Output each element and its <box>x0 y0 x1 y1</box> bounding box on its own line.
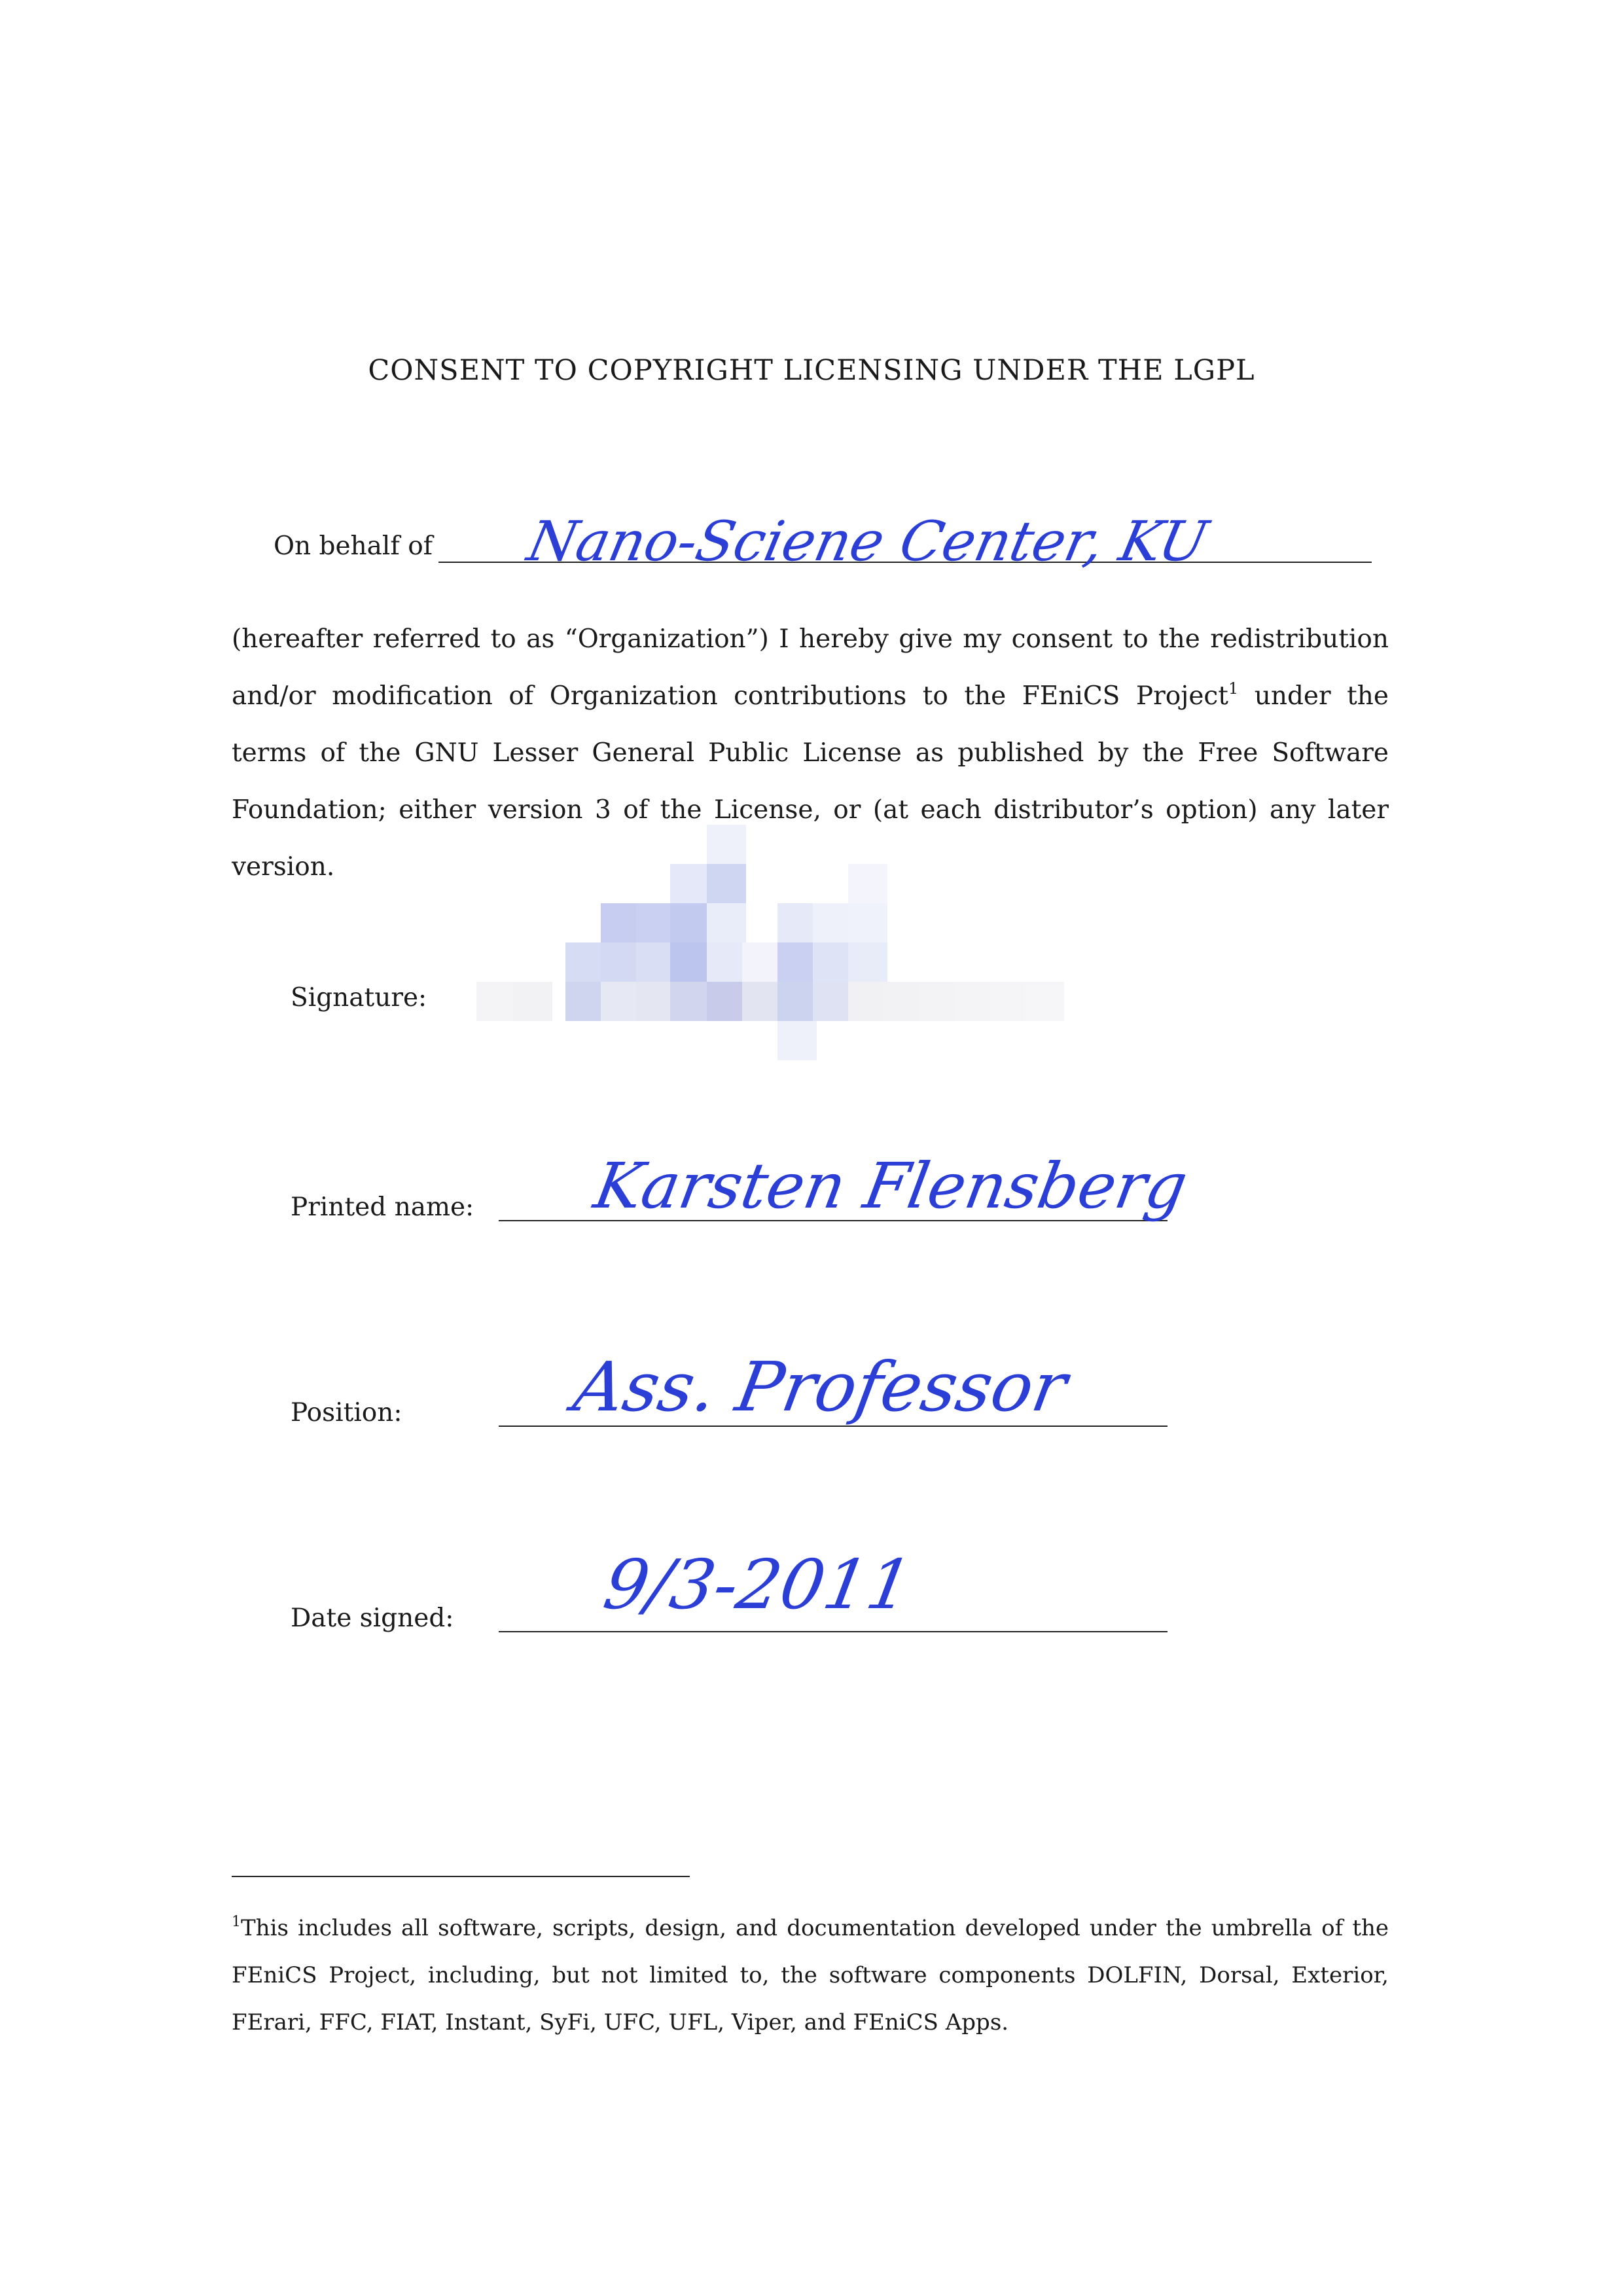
consent-text-part2: under the terms of the GNU Lesser General Public License as published by the Free Software Foundation; either version 3 of the License, or (at each distributor’s option) any later version. <box>232 681 1389 882</box>
pixel-block <box>777 1021 817 1060</box>
pixel-block <box>707 982 746 1021</box>
signature-row <box>291 983 427 1013</box>
pixel-block <box>565 942 605 982</box>
footnote-marker: 1 <box>232 1914 241 1930</box>
pixel-block <box>883 982 923 1021</box>
pixel-block <box>513 982 552 1021</box>
pixel-block <box>848 864 887 903</box>
pixel-block <box>919 982 958 1021</box>
position-row <box>291 1347 1168 1437</box>
printed-name-handwriting: Karsten Flensberg <box>589 1149 1193 1223</box>
pixel-block <box>813 903 852 942</box>
pixel-block <box>777 903 817 942</box>
footnote-rule <box>232 1876 690 1877</box>
pixel-block <box>670 942 709 982</box>
footnote-text: This includes all software, scripts, design, and documentation developed under the umbrella of the FEniCS Project, including, but not limited to, the software components DOLFIN, Dorsal, Exterior, FErari, FFC, FIAT, Instant, SyFi, UFC, UFL, Viper, and FEniCS Apps. <box>232 1915 1389 2036</box>
pixel-block <box>670 864 709 903</box>
pixel-block <box>707 864 746 903</box>
pixel-block <box>601 903 640 942</box>
pixel-block <box>1025 982 1064 1021</box>
pixel-block <box>954 982 993 1021</box>
pixel-block <box>476 982 516 1021</box>
pixel-block <box>707 942 746 982</box>
position-handwriting: Ass. Professor <box>568 1347 1073 1427</box>
pixel-block <box>848 903 887 942</box>
pixel-block <box>670 982 709 1021</box>
footnote <box>232 1905 1389 2046</box>
pixel-block <box>636 982 675 1021</box>
pixel-block <box>636 903 675 942</box>
pixel-block <box>990 982 1029 1021</box>
date-signed-label: Date signed: <box>291 1604 454 1633</box>
behalf-label: On behalf of <box>274 531 433 561</box>
redacted-signature <box>476 825 1183 1060</box>
pixel-block <box>848 942 887 982</box>
pixel-block <box>848 982 887 1021</box>
pixel-block <box>601 942 640 982</box>
behalf-row <box>274 509 1373 573</box>
pixel-block <box>777 982 817 1021</box>
organization-handwriting: Nano-Sciene Center, KU <box>522 509 1213 573</box>
date-signed-row <box>291 1545 1168 1643</box>
pixel-block <box>742 942 781 982</box>
pixel-block <box>813 982 852 1021</box>
pixel-block <box>601 982 640 1021</box>
pixel-block <box>707 825 746 864</box>
pixel-block <box>565 982 605 1021</box>
page-title: CONSENT TO COPYRIGHT LICENSING UNDER THE LGPL <box>368 353 1255 387</box>
position-label: Position: <box>291 1398 402 1427</box>
date-signed-underline <box>499 1631 1168 1632</box>
printed-name-label: Printed name: <box>291 1193 474 1222</box>
printed-name-row <box>291 1149 1193 1232</box>
pixel-block <box>670 903 709 942</box>
pixel-block <box>777 942 817 982</box>
pixel-block <box>742 982 781 1021</box>
signature-label: Signature: <box>291 983 427 1013</box>
date-signed-handwriting: 9/3-2011 <box>598 1545 918 1624</box>
footnote-ref: 1 <box>1228 679 1239 698</box>
consent-text-part1: (hereafter referred to as “Organization”) I hereby give my consent to the redistribution and/or modification of Organization contributions to the FEniCS Project <box>232 624 1389 711</box>
pixel-block <box>707 903 746 942</box>
pixel-block <box>813 942 852 982</box>
pixel-block <box>636 942 675 982</box>
